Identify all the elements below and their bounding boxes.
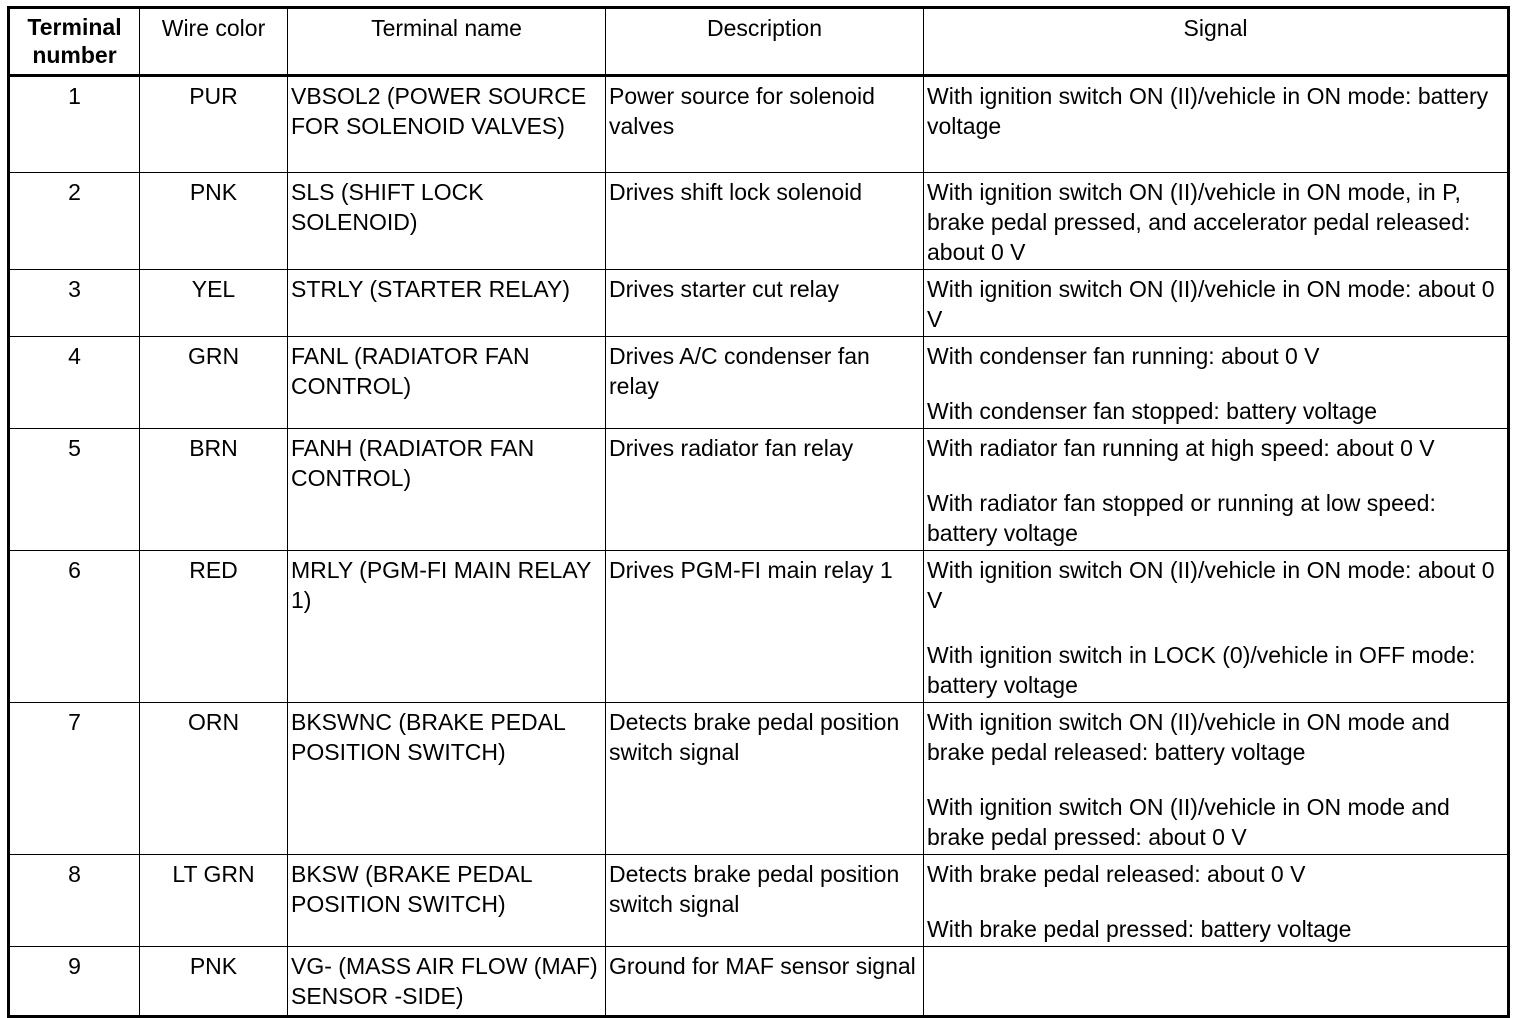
signal-cell <box>924 76 1509 173</box>
signal-cell <box>924 429 1509 551</box>
table-row <box>9 947 1509 1017</box>
description-cell: Drives starter cut relay <box>606 270 924 337</box>
wire-color-cell: LT GRN <box>140 855 288 947</box>
terminal-number-cell: 8 <box>9 855 140 947</box>
signal-line: With ignition switch ON (II)/vehicle in ON mode and brake pedal released: battery voltage <box>927 709 1450 765</box>
wire-color-cell: PNK <box>140 947 288 1017</box>
terminal-name-cell: FANH (RADIATOR FAN CONTROL) <box>288 429 606 551</box>
table-body <box>9 76 1509 1017</box>
description-cell: Drives PGM-FI main relay 1 <box>606 551 924 703</box>
wire-color-cell: ORN <box>140 703 288 855</box>
table-header <box>9 8 1509 76</box>
description-cell: Drives A/C condenser fan relay <box>606 337 924 429</box>
description-cell: Drives shift lock solenoid <box>606 173 924 270</box>
terminal-number-cell: 7 <box>9 703 140 855</box>
signal-cell <box>924 270 1509 337</box>
terminal-table <box>7 6 1510 1018</box>
wire-color-cell: PUR <box>140 76 288 173</box>
signal-line: With ignition switch ON (II)/vehicle in ON mode: about 0 V <box>927 557 1495 613</box>
signal-line: With ignition switch ON (II)/vehicle in ON mode: battery voltage <box>927 83 1489 139</box>
table-row <box>9 173 1509 270</box>
header-row <box>9 8 1509 76</box>
description-cell: Ground for MAF sensor signal <box>606 947 924 1017</box>
terminal-name-cell: SLS (SHIFT LOCK SOLENOID) <box>288 173 606 270</box>
terminal-number-cell: 4 <box>9 337 140 429</box>
table-row <box>9 76 1509 173</box>
terminal-name-cell: BKSWNC (BRAKE PEDAL POSITION SWITCH) <box>288 703 606 855</box>
description-cell: Power source for solenoid valves <box>606 76 924 173</box>
terminal-name-cell: VG- (MASS AIR FLOW (MAF) SENSOR -SIDE) <box>288 947 606 1017</box>
table-row <box>9 429 1509 551</box>
header-description: Description <box>606 8 924 76</box>
signal-cell <box>924 551 1509 703</box>
signal-line: With brake pedal released: about 0 V <box>927 861 1306 887</box>
table-row <box>9 270 1509 337</box>
header-terminal-number: Terminal number <box>9 8 140 76</box>
terminal-number-cell: 6 <box>9 551 140 703</box>
table-row <box>9 855 1509 947</box>
terminal-name-cell: VBSOL2 (POWER SOURCE FOR SOLENOID VALVES) <box>288 76 606 173</box>
header-signal: Signal <box>924 8 1509 76</box>
terminal-name-cell: BKSW (BRAKE PEDAL POSITION SWITCH) <box>288 855 606 947</box>
signal-line: With ignition switch ON (II)/vehicle in ON mode: about 0 V <box>927 276 1495 332</box>
signal-line: With condenser fan running: about 0 V <box>927 343 1320 369</box>
terminal-number-cell: 2 <box>9 173 140 270</box>
signal-line: With brake pedal pressed: battery voltage <box>927 916 1352 942</box>
wire-color-cell: YEL <box>140 270 288 337</box>
terminal-number-cell: 1 <box>9 76 140 173</box>
signal-line: With radiator fan running at high speed: about 0 V <box>927 435 1435 461</box>
signal-line: With ignition switch in LOCK (0)/vehicle in OFF mode: battery voltage <box>927 642 1476 698</box>
description-cell: Detects brake pedal position switch signal <box>606 703 924 855</box>
wire-color-cell: BRN <box>140 429 288 551</box>
signal-cell <box>924 855 1509 947</box>
terminal-number-cell: 5 <box>9 429 140 551</box>
signal-line: With radiator fan stopped or running at low speed: battery voltage <box>927 490 1436 546</box>
wire-color-cell: GRN <box>140 337 288 429</box>
header-terminal-name: Terminal name <box>288 8 606 76</box>
description-cell: Detects brake pedal position switch signal <box>606 855 924 947</box>
signal-line: With condenser fan stopped: battery voltage <box>927 398 1378 424</box>
terminal-name-cell: MRLY (PGM-FI MAIN RELAY 1) <box>288 551 606 703</box>
wire-color-cell: PNK <box>140 173 288 270</box>
signal-cell <box>924 173 1509 270</box>
description-cell: Drives radiator fan relay <box>606 429 924 551</box>
terminal-number-cell: 3 <box>9 270 140 337</box>
signal-cell <box>924 703 1509 855</box>
header-wire-color: Wire color <box>140 8 288 76</box>
signal-line: With ignition switch ON (II)/vehicle in ON mode and brake pedal pressed: about 0 V <box>927 794 1450 850</box>
table-row <box>9 551 1509 703</box>
terminal-number-cell: 9 <box>9 947 140 1017</box>
terminal-name-cell: STRLY (STARTER RELAY) <box>288 270 606 337</box>
table-row <box>9 337 1509 429</box>
wire-color-cell: RED <box>140 551 288 703</box>
signal-cell <box>924 947 1509 1017</box>
table-row <box>9 703 1509 855</box>
terminal-name-cell: FANL (RADIATOR FAN CONTROL) <box>288 337 606 429</box>
signal-cell <box>924 337 1509 429</box>
signal-line: With ignition switch ON (II)/vehicle in ON mode, in P, brake pedal pressed, and accelerator pedal released: about 0 V <box>927 179 1471 265</box>
